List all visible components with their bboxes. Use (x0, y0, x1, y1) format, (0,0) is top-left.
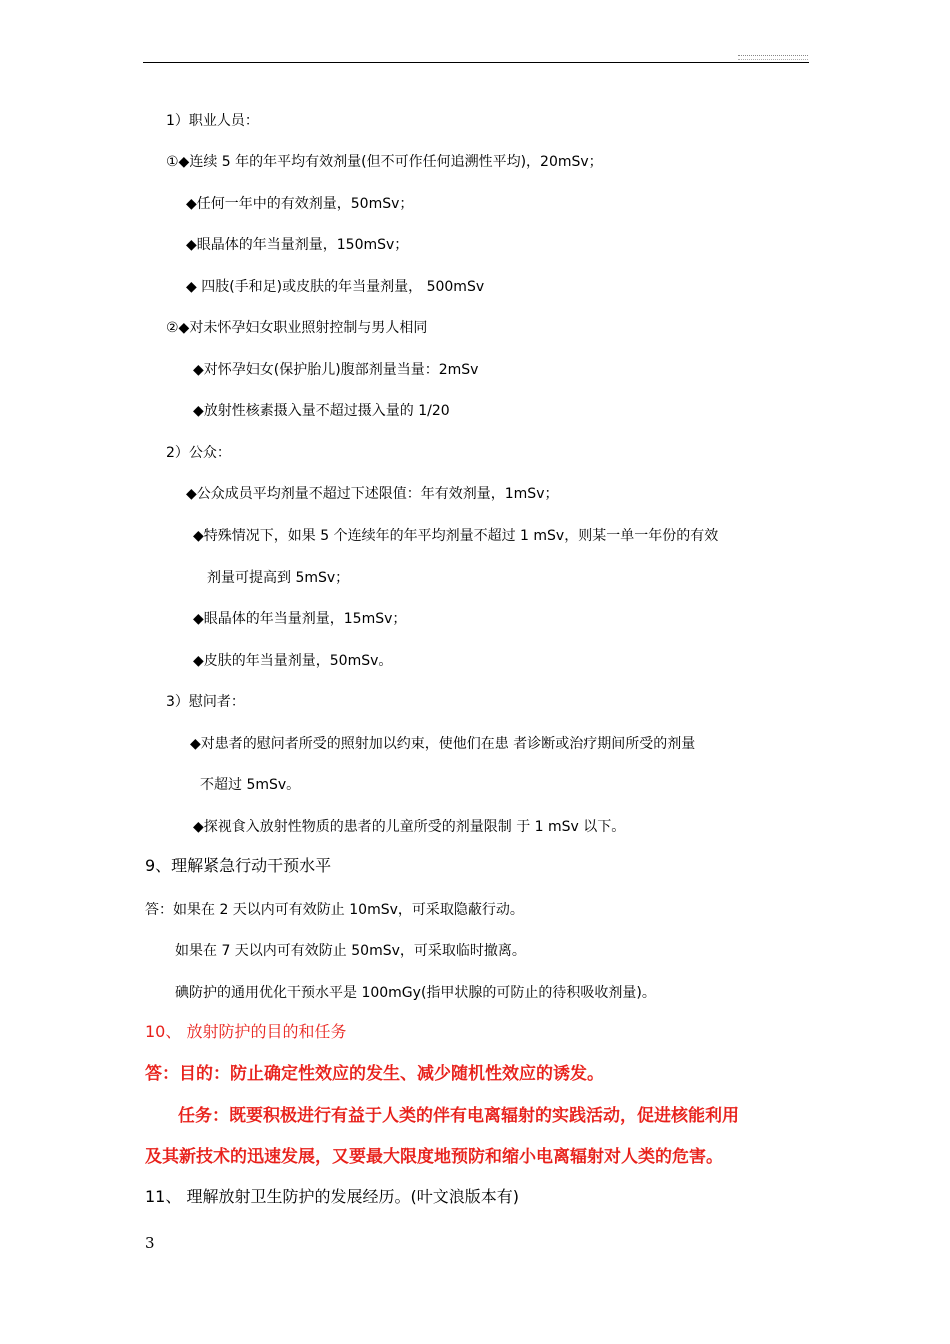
header-rule (143, 62, 809, 63)
text-line: ◆眼晶体的年当量剂量，15mSv； (193, 611, 407, 627)
section-heading: 9、理解紧急行动干预水平 (145, 856, 332, 875)
page-number: 3 (145, 1234, 155, 1252)
text-line: ◆公众成员平均剂量不超过下述限值：年有效剂量，1mSv； (186, 486, 559, 502)
text-line: 剂量可提高到 5mSv； (207, 570, 350, 586)
section-heading: 11、 理解放射卫生防护的发展经历。(叶文浪版本有) (145, 1187, 519, 1206)
text-line: ◆探视食入放射性物质的患者的儿童所受的剂量限制 于 1 mSv 以下。 (193, 819, 626, 835)
text-line: ◆任何一年中的有效剂量，50mSv； (186, 196, 414, 212)
section-heading: 10、 放射防护的目的和任务 (145, 1022, 347, 1041)
text-line: 不超过 5mSv。 (200, 777, 301, 793)
text-line: ◆对患者的慰问者所受的照射加以约束，使他们在患 者诊断或治疗期间所受的剂量 (190, 736, 696, 752)
text-line: ◆皮肤的年当量剂量，50mSv。 (193, 653, 393, 669)
text-line: ◆对怀孕妇女(保护胎儿)腹部剂量当量：2mSv (193, 362, 479, 378)
answer-line: 答：如果在 2 天以内可有效防止 10mSv，可采取隐蔽行动。 (145, 902, 524, 918)
header-watermark (738, 55, 808, 60)
answer-line: 如果在 7 天以内可有效防止 50mSv，可采取临时撤离。 (175, 943, 526, 959)
answer-line: 及其新技术的迅速发展，又要最大限度地预防和缩小电离辐射对人类的危害。 (145, 1147, 723, 1167)
text-line: ◆眼晶体的年当量剂量，150mSv； (186, 237, 409, 253)
text-line: ◆放射性核素摄入量不超过摄入量的 1/20 (193, 403, 450, 419)
answer-line: 任务：既要积极进行有益于人类的伴有电离辐射的实践活动，促进核能利用 (178, 1106, 739, 1126)
text-line: 3）慰问者： (166, 694, 245, 710)
answer-line: 答：目的：防止确定性效应的发生、减少随机性效应的诱发。 (145, 1064, 604, 1084)
text-line: ◆ 四肢(手和足)或皮肤的年当量剂量， 500mSv (186, 279, 485, 295)
text-line: 2）公众： (166, 445, 231, 461)
text-line: ①◆连续 5 年的年平均有效剂量(但不可作任何追溯性平均)，20mSv； (166, 154, 603, 170)
text-line: ◆特殊情况下，如果 5 个连续年的年平均剂量不超过 1 mSv，则某一单一年份的有效 (193, 528, 719, 544)
answer-line: 碘防护的通用优化干预水平是 100mGy(指甲状腺的可防止的待积吸收剂量)。 (175, 985, 656, 1001)
text-line: 1）职业人员： (166, 113, 259, 129)
text-line: ②◆对未怀孕妇女职业照射控制与男人相同 (166, 320, 428, 336)
